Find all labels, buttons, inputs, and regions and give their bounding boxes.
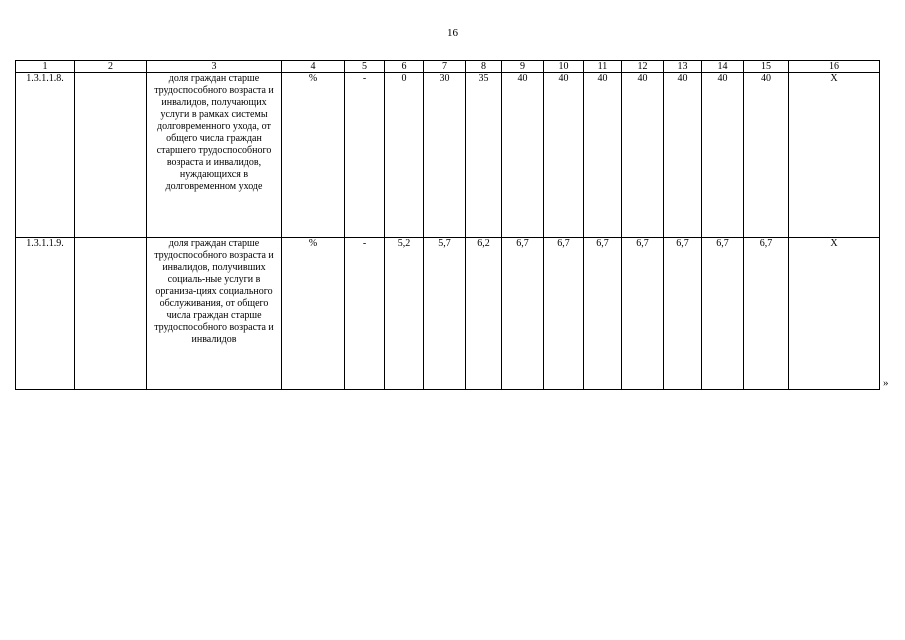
- table-cell: [75, 238, 147, 390]
- closing-quote-mark: »: [883, 377, 889, 389]
- value-cell: 40: [502, 73, 544, 238]
- value-cell: 6,7: [702, 238, 744, 390]
- table-cell: X: [789, 73, 880, 238]
- table-cell: -: [345, 238, 385, 390]
- header-row: [16, 61, 880, 73]
- indicators-table: [15, 60, 880, 390]
- page-number: 16: [447, 27, 458, 39]
- column-header: 3: [147, 61, 282, 73]
- indicator-description: доля граждан старше трудоспособного возраста и инвалидов, получивших социаль-ные услуги в организа-циях социального обслуживания, от общего числа граждан старше трудоспособного возраста и инвалидов: [147, 238, 282, 390]
- table-cell: [75, 73, 147, 238]
- value-cell: 5,2: [385, 238, 424, 390]
- value-cell: 40: [664, 73, 702, 238]
- column-header: 5: [345, 61, 385, 73]
- value-cell: 40: [702, 73, 744, 238]
- column-header: 7: [424, 61, 466, 73]
- column-header: 9: [502, 61, 544, 73]
- value-cell: 6,7: [584, 238, 622, 390]
- column-header: 16: [789, 61, 880, 73]
- value-cell: 35: [466, 73, 502, 238]
- indicator-code: 1.3.1.1.8.: [16, 73, 75, 238]
- column-header: 13: [664, 61, 702, 73]
- value-cell: 6,7: [544, 238, 584, 390]
- value-cell: 30: [424, 73, 466, 238]
- indicator-code: 1.3.1.1.9.: [16, 238, 75, 390]
- table-row: [16, 73, 880, 238]
- table-cell: -: [345, 73, 385, 238]
- value-cell: 40: [622, 73, 664, 238]
- column-header: 4: [282, 61, 345, 73]
- value-cell: 0: [385, 73, 424, 238]
- column-header: 8: [466, 61, 502, 73]
- value-cell: 6,7: [622, 238, 664, 390]
- value-cell: 6,7: [744, 238, 789, 390]
- column-header: 2: [75, 61, 147, 73]
- value-cell: 40: [744, 73, 789, 238]
- unit-cell: %: [282, 73, 345, 238]
- unit-cell: %: [282, 238, 345, 390]
- value-cell: 6,7: [502, 238, 544, 390]
- indicator-description: доля граждан старше трудоспособного возраста и инвалидов, получающих услуги в рамках системы долговременного ухода, от общего числа граждан старшего трудоспособного возраста и инвалидов, нуждающихся в долговременном уходе: [147, 73, 282, 238]
- value-cell: 5,7: [424, 238, 466, 390]
- column-header: 6: [385, 61, 424, 73]
- value-cell: 40: [544, 73, 584, 238]
- column-header: 14: [702, 61, 744, 73]
- value-cell: 40: [584, 73, 622, 238]
- value-cell: 6,7: [664, 238, 702, 390]
- column-header: 1: [16, 61, 75, 73]
- column-header: 10: [544, 61, 584, 73]
- value-cell: 6,2: [466, 238, 502, 390]
- table-cell: X: [789, 238, 880, 390]
- table-row: [16, 238, 880, 390]
- column-header: 11: [584, 61, 622, 73]
- column-header: 12: [622, 61, 664, 73]
- column-header: 15: [744, 61, 789, 73]
